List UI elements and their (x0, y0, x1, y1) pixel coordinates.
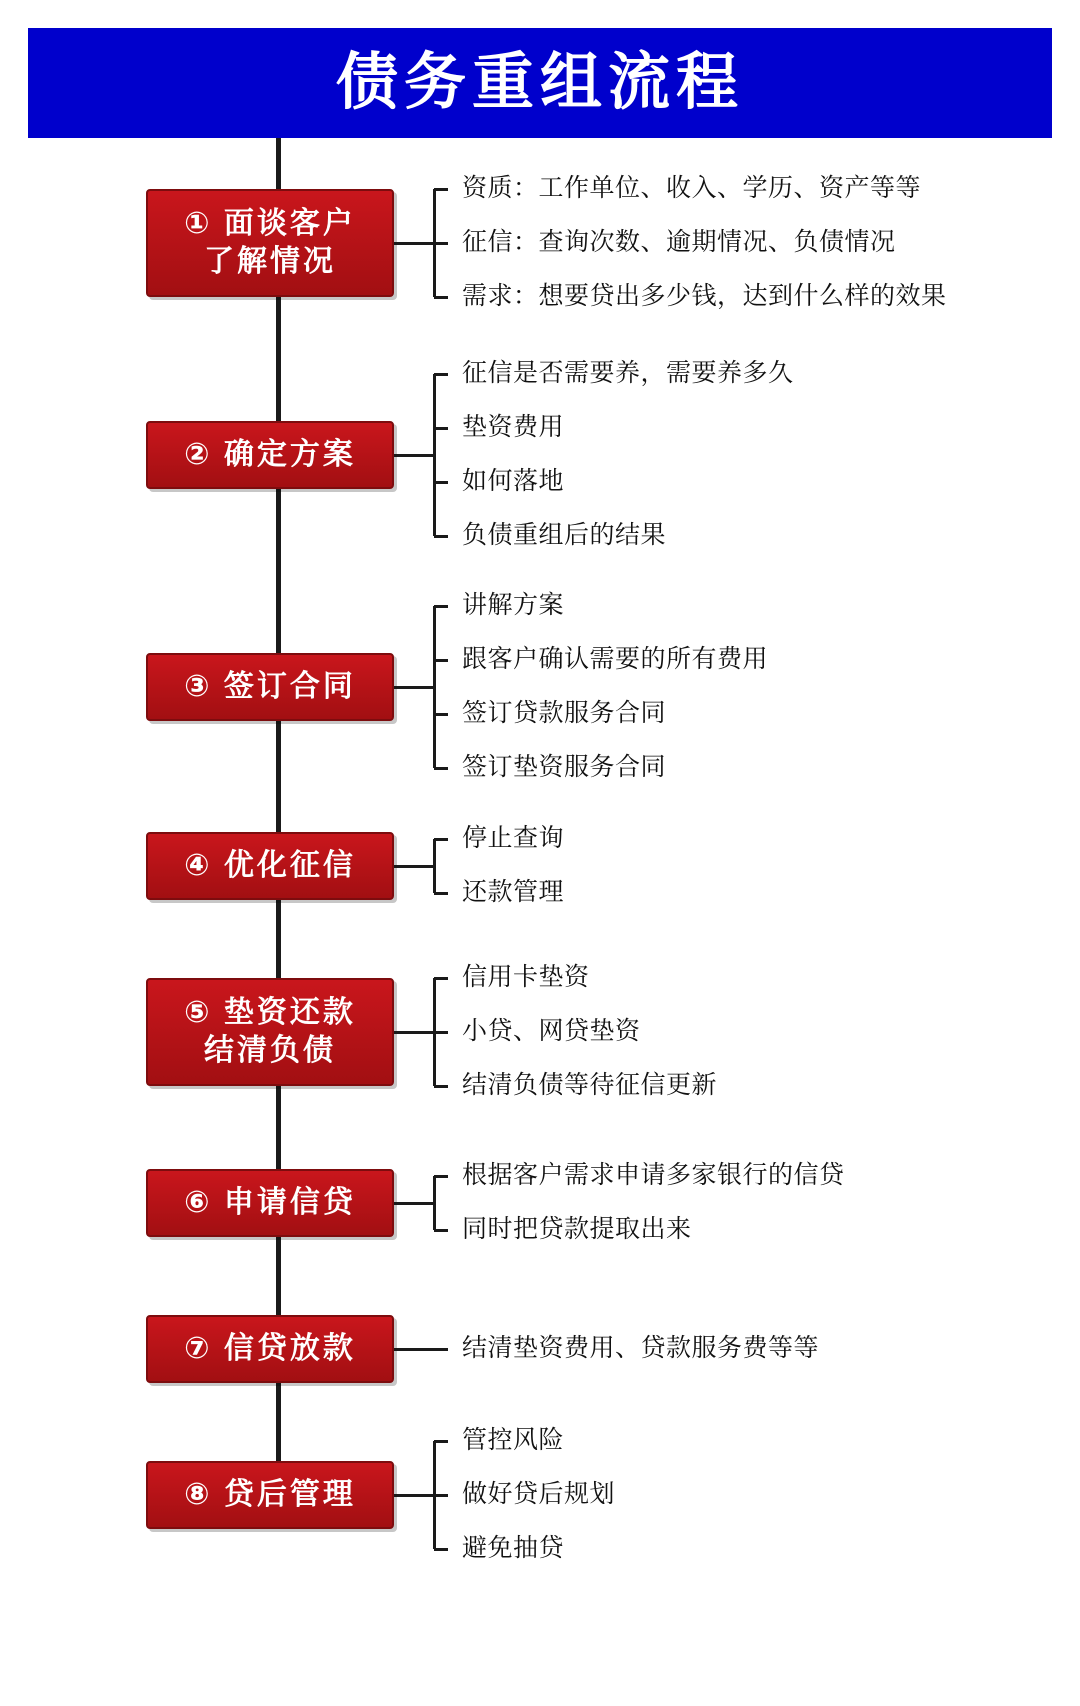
flow-branch-connector (434, 242, 448, 245)
flow-step-label: ⑤ 垫资还款 (184, 995, 356, 1029)
flow-bracket-2 (433, 374, 436, 536)
flow-branch-connector (434, 659, 448, 662)
flow-step-box-6[interactable] (146, 1169, 394, 1237)
flow-branch-connector (434, 767, 448, 770)
flow-branch-connector (434, 713, 448, 716)
flow-connector-stem-2 (394, 454, 434, 457)
flow-branch-connector (434, 481, 448, 484)
flow-step-box-1[interactable] (146, 189, 394, 297)
flow-step-detail-item: 结清负债等待征信更新 (462, 1071, 718, 1099)
flow-step-box-5[interactable] (146, 978, 394, 1086)
flow-step-detail-item: 需求：想要贷出多少钱，达到什么样的效果 (462, 282, 947, 310)
flow-branch-connector (434, 892, 448, 895)
flow-branch-connector (434, 1348, 448, 1351)
flow-connector-stem-1 (394, 242, 434, 245)
flow-step-detail-item: 跟客户确认需要的所有费用 (462, 645, 769, 673)
flow-step-detail-item: 信用卡垫资 (462, 963, 590, 991)
flow-step-box-8[interactable] (146, 1461, 394, 1529)
flow-step-detail-item: 停止查询 (462, 824, 565, 852)
flow-step-label: 结清负债 (204, 1034, 336, 1067)
diagram-title-banner (28, 28, 1052, 138)
flow-connector-stem-6 (394, 1202, 434, 1205)
flow-branch-connector (434, 1494, 448, 1497)
flow-step-detail-item: 资质：工作单位、收入、学历、资产等等 (462, 174, 922, 202)
flow-step-detail-item: 讲解方案 (462, 591, 565, 619)
flow-step-detail-item: 垫资费用 (462, 413, 565, 441)
flow-step-detail-item: 避免抽贷 (462, 1534, 565, 1562)
flow-branch-connector (434, 1548, 448, 1551)
page-title: 债务重组流程 (335, 48, 744, 117)
flow-step-detail-item: 负债重组后的结果 (462, 521, 667, 549)
flow-step-label: ⑥ 申请信贷 (184, 1185, 356, 1219)
flow-connector-stem-7 (394, 1348, 434, 1351)
flow-connector-stem-8 (394, 1494, 434, 1497)
flow-step-detail-item: 征信是否需要养，需要养多久 (462, 359, 794, 387)
flow-step-detail-item: 如何落地 (462, 467, 565, 495)
flow-step-label: ① 面谈客户 (184, 206, 356, 240)
flow-step-label: ⑧ 贷后管理 (184, 1477, 356, 1511)
flow-bracket-3 (433, 606, 436, 768)
flow-branch-connector (434, 838, 448, 841)
flow-step-detail-item: 签订垫资服务合同 (462, 753, 667, 781)
flow-branch-connector (434, 373, 448, 376)
flow-branch-connector (434, 1175, 448, 1178)
flow-branch-connector (434, 1229, 448, 1232)
flow-step-box-4[interactable] (146, 832, 394, 900)
flow-step-label: ③ 签订合同 (184, 669, 356, 703)
flow-step-box-3[interactable] (146, 653, 394, 721)
flow-step-detail-item: 小贷、网贷垫资 (462, 1017, 641, 1045)
flow-bracket-4 (433, 839, 436, 893)
flow-step-detail-item: 同时把贷款提取出来 (462, 1215, 692, 1243)
flow-step-detail-item: 根据客户需求申请多家银行的信贷 (462, 1161, 845, 1189)
flow-branch-connector (434, 188, 448, 191)
flow-connector-stem-3 (394, 686, 434, 689)
flow-connector-stem-5 (394, 1031, 434, 1034)
flow-branch-connector (434, 535, 448, 538)
flow-spine (276, 138, 281, 1495)
flow-branch-connector (434, 1031, 448, 1034)
flow-step-label: ④ 优化征信 (184, 848, 356, 882)
flow-step-label: ⑦ 信贷放款 (184, 1331, 356, 1365)
flow-step-detail-item: 管控风险 (462, 1426, 565, 1454)
flow-step-label: ② 确定方案 (184, 437, 356, 471)
flow-branch-connector (434, 296, 448, 299)
flow-step-box-7[interactable] (146, 1315, 394, 1383)
flow-step-detail-item: 做好贷后规划 (462, 1480, 616, 1508)
flow-step-detail-item: 还款管理 (462, 878, 565, 906)
flow-branch-connector (434, 1085, 448, 1088)
flow-bracket-6 (433, 1176, 436, 1230)
flow-step-box-2[interactable] (146, 421, 394, 489)
flow-step-detail-item: 结清垫资费用、贷款服务费等等 (462, 1334, 820, 1362)
flow-connector-stem-4 (394, 865, 434, 868)
flow-step-detail-item: 签订贷款服务合同 (462, 699, 667, 727)
flow-branch-connector (434, 977, 448, 980)
flow-branch-connector (434, 605, 448, 608)
flow-step-detail-item: 征信：查询次数、逾期情况、负债情况 (462, 228, 896, 256)
flow-branch-connector (434, 1440, 448, 1443)
flow-branch-connector (434, 427, 448, 430)
flow-step-label: 了解情况 (204, 245, 336, 278)
